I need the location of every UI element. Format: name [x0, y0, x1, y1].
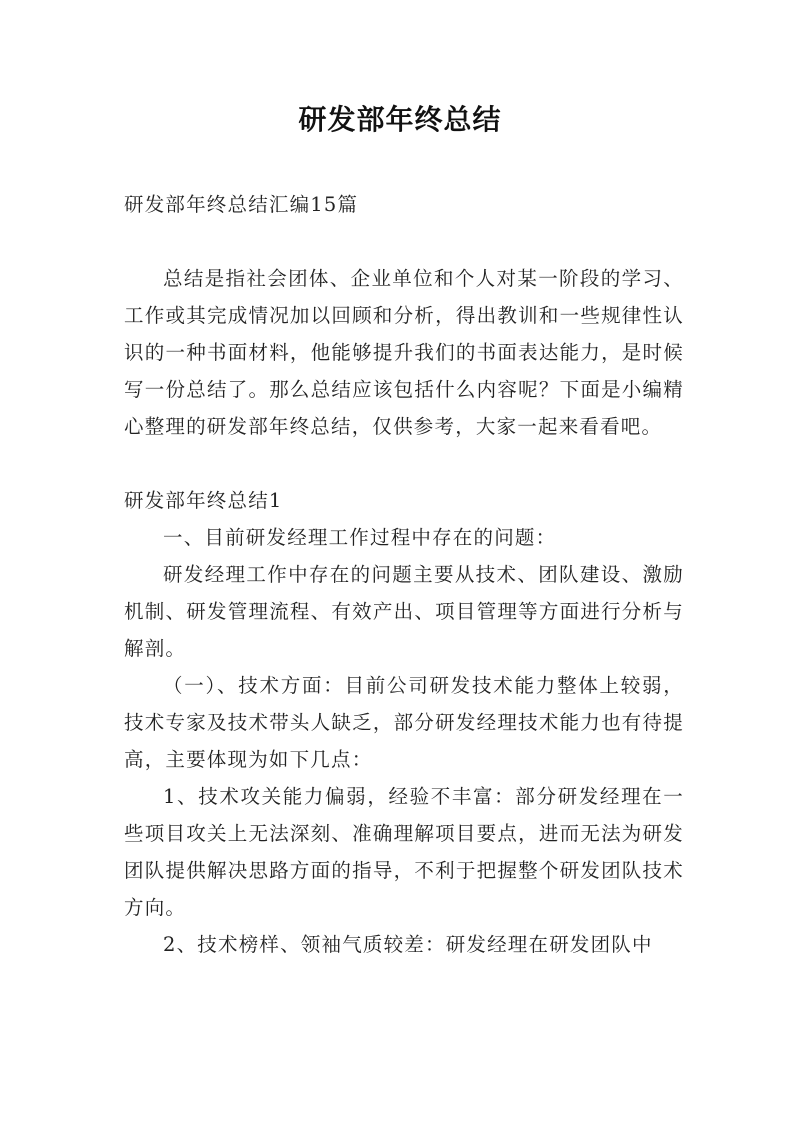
section-heading: 研发部年终总结1 [124, 489, 283, 512]
body-paragraph: 一、目前研发经理工作过程中存在的问题： [163, 526, 557, 549]
page-title: 研发部年终总结 [298, 103, 502, 136]
document-subtitle: 研发部年终总结汇编15篇 [124, 193, 359, 216]
intro-paragraph: 总结是指社会团体、企业单位和个人对某一阶段的学习、工作或其完成情况加以回顾和分析，得出教训和一些规律性认识的一种书面材料，他能够提升我们的书面表达能力，是时候写一份总结了。那么总结应该包括什么内容呢？下面是小编精心整理的研发部年终总结，仅供参考，大家一起来看看吧。 [124, 267, 684, 438]
body-paragraph: 2、技术榜样、领袖气质较差：研发经理在研发团队中 [163, 933, 653, 956]
body-paragraph: 研发经理工作中存在的问题主要从技术、团队建设、激励机制、研发管理流程、有效产出、项目管理等方面进行分析与解剖。 [124, 563, 684, 660]
body-paragraph: （一）、技术方面：目前公司研发技术能力整体上较弱，技术专家及技术带头人缺乏，部分研发经理技术能力也有待提高，主要体现为如下几点： [124, 674, 684, 771]
document-body [124, 186, 684, 963]
body-paragraph: 1、技术攻关能力偏弱，经验不丰富：部分研发经理在一些项目攻关上无法深刻、准确理解项目要点，进而无法为研发团队提供解决思路方面的指导，不利于把握整个研发团队技术方向。 [124, 785, 684, 919]
